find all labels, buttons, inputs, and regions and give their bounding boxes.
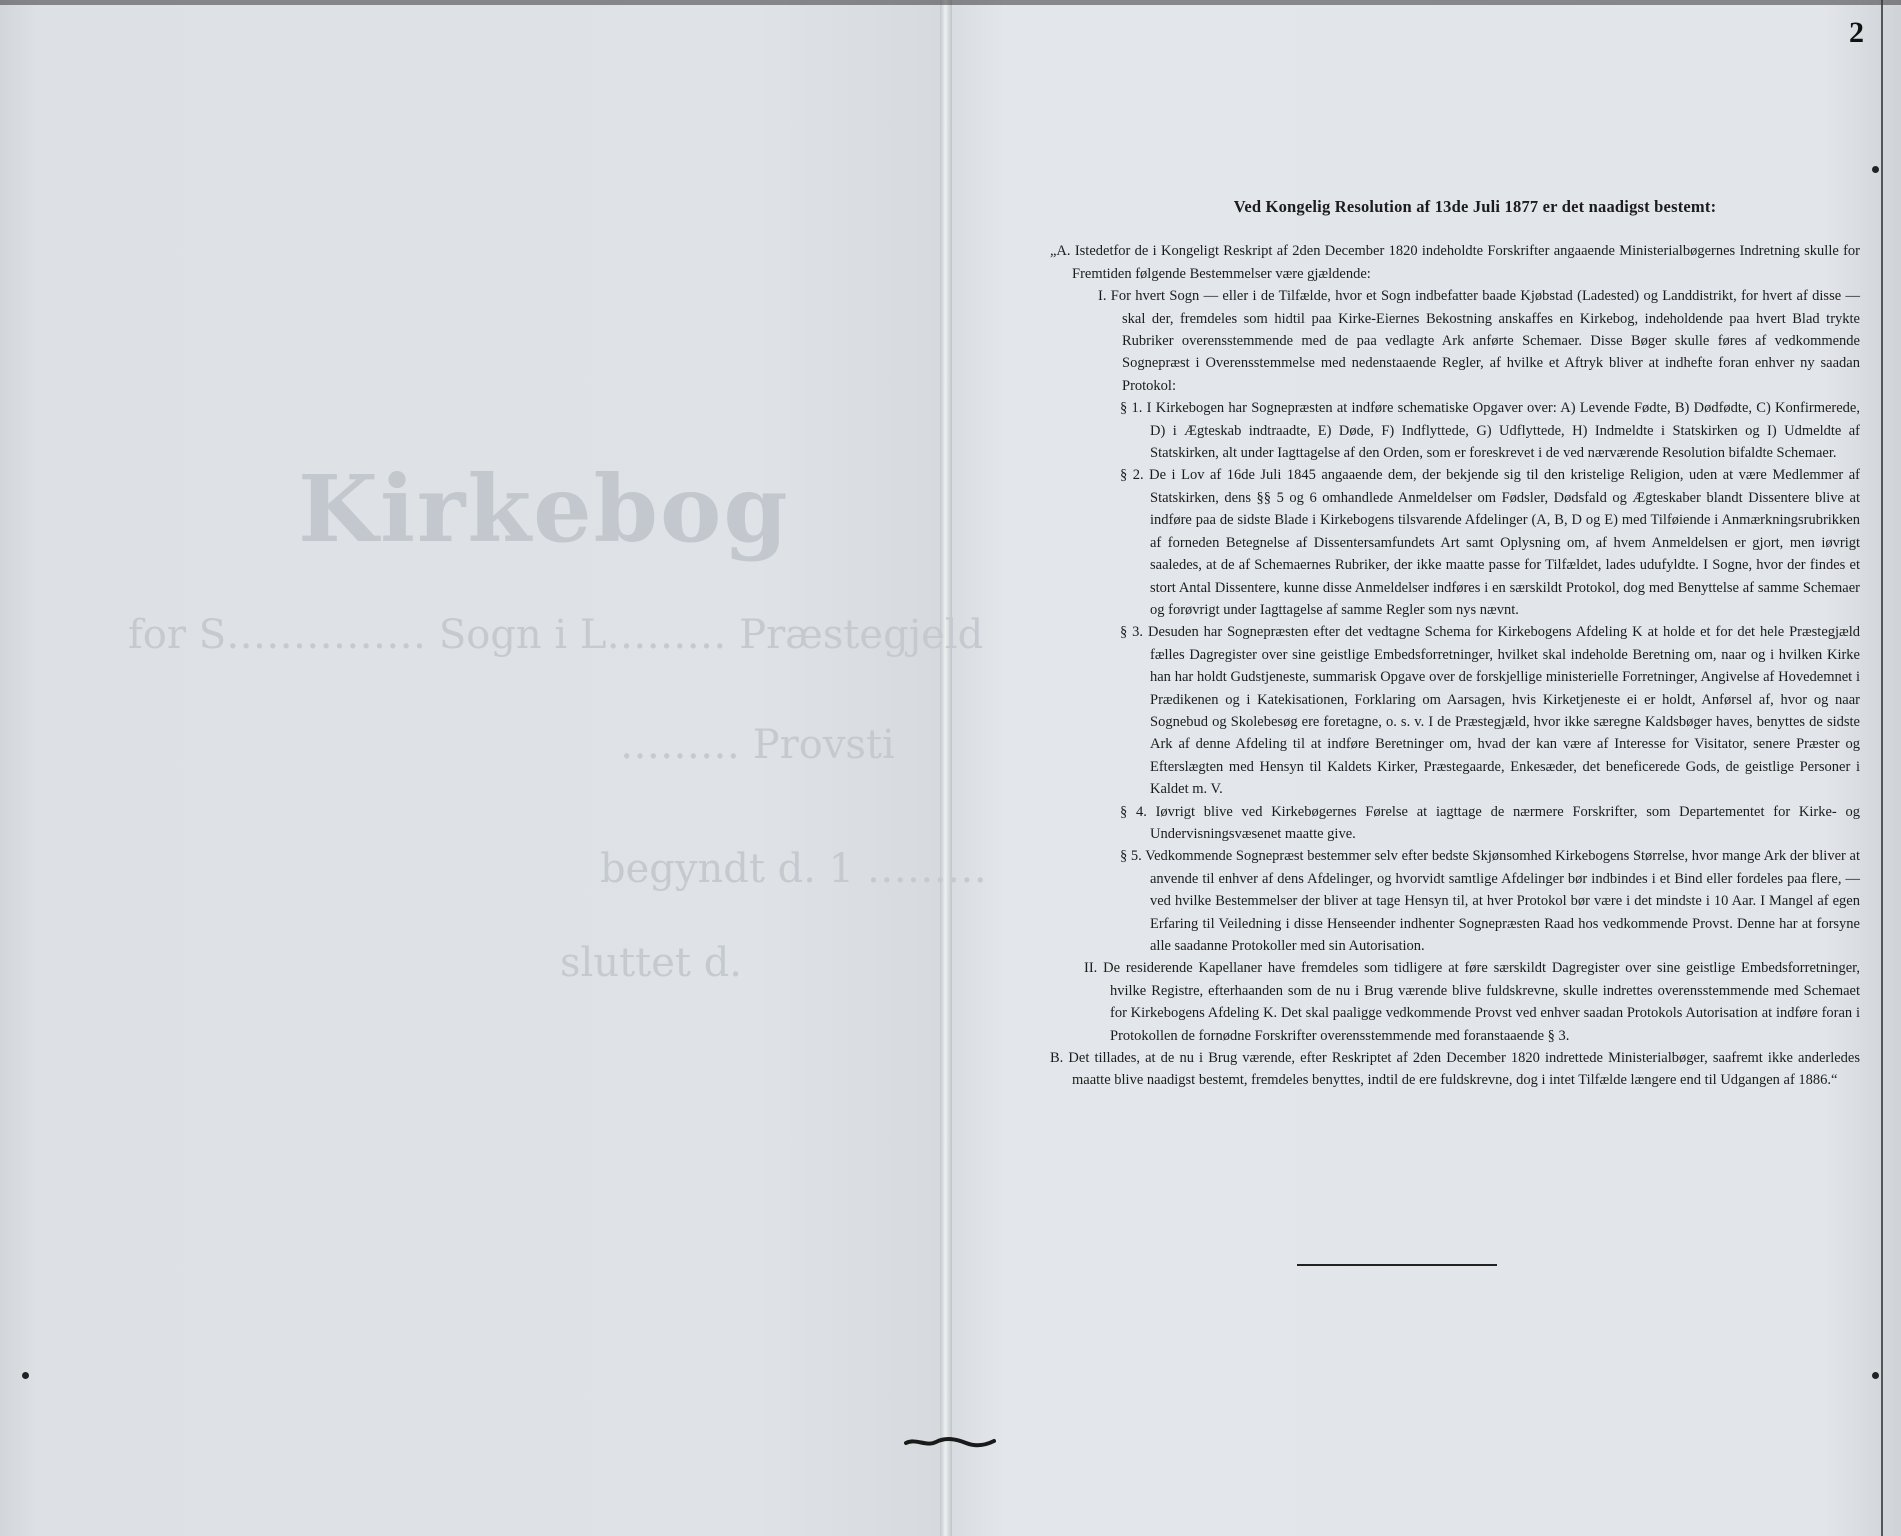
left-page-ended-line: sluttet d. bbox=[560, 940, 743, 986]
binding-hole-icon bbox=[22, 1372, 29, 1379]
paragraph-a: „A. Istedetfor de i Kongeligt Reskript af 2den December 1820 indeholdte Forskrifter angaaende Ministerialbøgernes Indretning skulle for Fremtiden følgende Bestemmelser være gjældende: bbox=[1050, 243, 1860, 282]
left-page-parish-line: for S…………… Sogn i L……… Præstegjeld bbox=[128, 612, 984, 658]
book-gutter bbox=[940, 0, 952, 1536]
paragraph-ii: II. De residerende Kapellaner have fremdeles som tidligere at føre særskildt Dagregister over sine geistlige Embedsforretninger, hvilke Registre, efterhaanden som de nu i Brug værende blive fuldskrevne, skulle indrettes overensstemmende med Schemaet for Kirkebogens Afdeling K. Det skal paaligge vedkommende Provst ved enhver saadan Protokols Autorisation at indføre foran i Protokollen de fornødne Forskrifter overensstemmende med foranstaaende § 3. bbox=[1084, 960, 1860, 1044]
resolution-text bbox=[1050, 196, 1860, 1092]
binding-hole-icon bbox=[1872, 166, 1879, 173]
section-2: § 2. De i Lov af 16de Juli 1845 angaaende dem, der bekjende sig til den kristelige Religion, uden at være Medlemmer af Statskirken, dens §§ 5 og 6 omhandlede Anmeldelser om Fødsler, Dødsfald og Ægteskaber blandt Dissentere blive at indføre paa de sidste Blade i Kirkebogens tilsvarende Afdelinger (A, B, D og E) med Tilføiende i Anmærkningsrubrikken af forneden Betegnelse af Dissentersamfundets Art samt Oplysning om, af hvem Anmeldelsen er gjort, men iøvrigt saaledes, at de af Schemaernes Rubriker, der ikke maatte passe for Tilfældet, lades udufyldte. I Sogne, hvor der findes et stort Antal Dissentere, kunne disse Anmeldelser indføres i en særskildt Protokol, dog med Benyttelse af samme Schemaer og forøvrigt under Iagttagelse af samme Regler som nys nævnt. bbox=[1120, 467, 1860, 618]
binding-hole-icon bbox=[1872, 1372, 1879, 1379]
section-1: § 1. I Kirkebogen har Sognepræsten at indføre schematiske Opgaver over: A) Levende Fødte, B) Dødfødte, C) Konfirmerede, D) i Ægteskab indtraadte, E) Døde, F) Indflyttede, G) Udflyttede, H) Indmeldte i Statskirken og I) Udmeldte af Statskirken, alt under Iagttagelse af den Orden, som er foreskrevet i de ved nærværende Resolution bifaldte Schemaer. bbox=[1120, 400, 1860, 462]
paragraph-i: I. For hvert Sogn — eller i de Tilfælde, hvor et Sogn indbefatter baade Kjøbstad (Ladested) og Landdistrikt, for hvert af disse — skal der, fremdeles som hidtil paa Kirke-Eiernes Bekostning anskaffes en Kirkebog, indeholdende paa hvert Blad trykte Rubriker overensstemmende med de paa vedlagte Ark anførte Schemaer. Disse Bøger skulle føres af vedkommende Sognepræst i Overensstemmelse med nedenstaaende Regler, af hvilke et Aftryk bliver at indhefte foran enhver ny saadan Protokol: bbox=[1098, 288, 1860, 394]
binding-thread-icon bbox=[904, 1436, 996, 1448]
paragraph-b: B. Det tillades, at de nu i Brug værende, efter Reskriptet af 2den December 1820 indrettede Ministerialbøger, saafremt ikke anderledes maatte blive naadigst bestemt, fremdeles benyttes, indtil de ere fuldskrevne, dog i intet Tilfælde længere end til Udgangen af 1886.“ bbox=[1050, 1050, 1860, 1089]
page-number: 2 bbox=[1849, 16, 1864, 49]
section-4: § 4. Iøvrigt blive ved Kirkebøgernes Førelse at iagttage de nærmere Forskrifter, som Departementet for Kirke- og Undervisningsvæsenet maatte give. bbox=[1120, 803, 1860, 842]
page-edge bbox=[1881, 0, 1883, 1536]
left-page-begun-line: begyndt d. 1 ……… bbox=[600, 846, 987, 892]
closing-rule bbox=[1297, 1264, 1497, 1266]
left-page-deanery-line: ……… Provsti bbox=[620, 722, 895, 768]
left-page bbox=[0, 0, 945, 1536]
page-top-edge bbox=[0, 0, 1901, 5]
resolution-heading: Ved Kongelig Resolution af 13de Juli 1877 er det naadigst bestemt: bbox=[1233, 197, 1717, 216]
section-3: § 3. Desuden har Sognepræsten efter det vedtagne Schema for Kirkebogens Afdeling K at holde et for det hele Præstegjæld fælles Dagregister over sine geistlige Embedsforretninger, hvilket skal indeholde Beretning om, naar og i hvilken Kirke han har holdt Gudstjeneste, summarisk Opgave over de forskjellige ministerielle Forretninger, Angivelse af Hovedemnet i Prædikenen og i Katekisationen, Forklaring om Aarsagen, hvis Kirketjeneste ei er holdt, Anførsel af, hvor og naar Sognebud og Skolebesøg ere foretagne, o. s. v. I de Præstegjæld, hvor ikke særegne Kaldsbøger haves, benyttes de sidste Ark af denne Afdeling til at indføre Beretninger om, hvad der kan være af Interesse for Visitator, senere Præster og Efterslægten med Hensyn til Kaldets Kirker, Præstegaarde, Enkesæder, det beneficerede Gods, de geistlige Personer i Kaldet m. V. bbox=[1120, 624, 1860, 798]
section-5: § 5. Vedkommende Sognepræst bestemmer selv efter bedste Skjønsomhed Kirkebogens Størrelse, hvor mange Ark der bliver at anvende til enhver af dens Afdelinger, og hvorvidt samtlige Afdelinger bør indbindes i et Bind eller fordeles paa flere, — ved hvilke Bestemmelser der bliver at tage Hensyn til, at hver Protokol bør være i det mindste i 10 Aar. I Mangel af egen Erfaring til Veiledning i disse Henseender indhenter Sognepræsten Raad hos vedkommende Provst. Denne har at forsyne alle saadanne Protokoller med sin Autorisation. bbox=[1120, 848, 1860, 954]
left-page-title: Kirkebog bbox=[298, 455, 790, 563]
